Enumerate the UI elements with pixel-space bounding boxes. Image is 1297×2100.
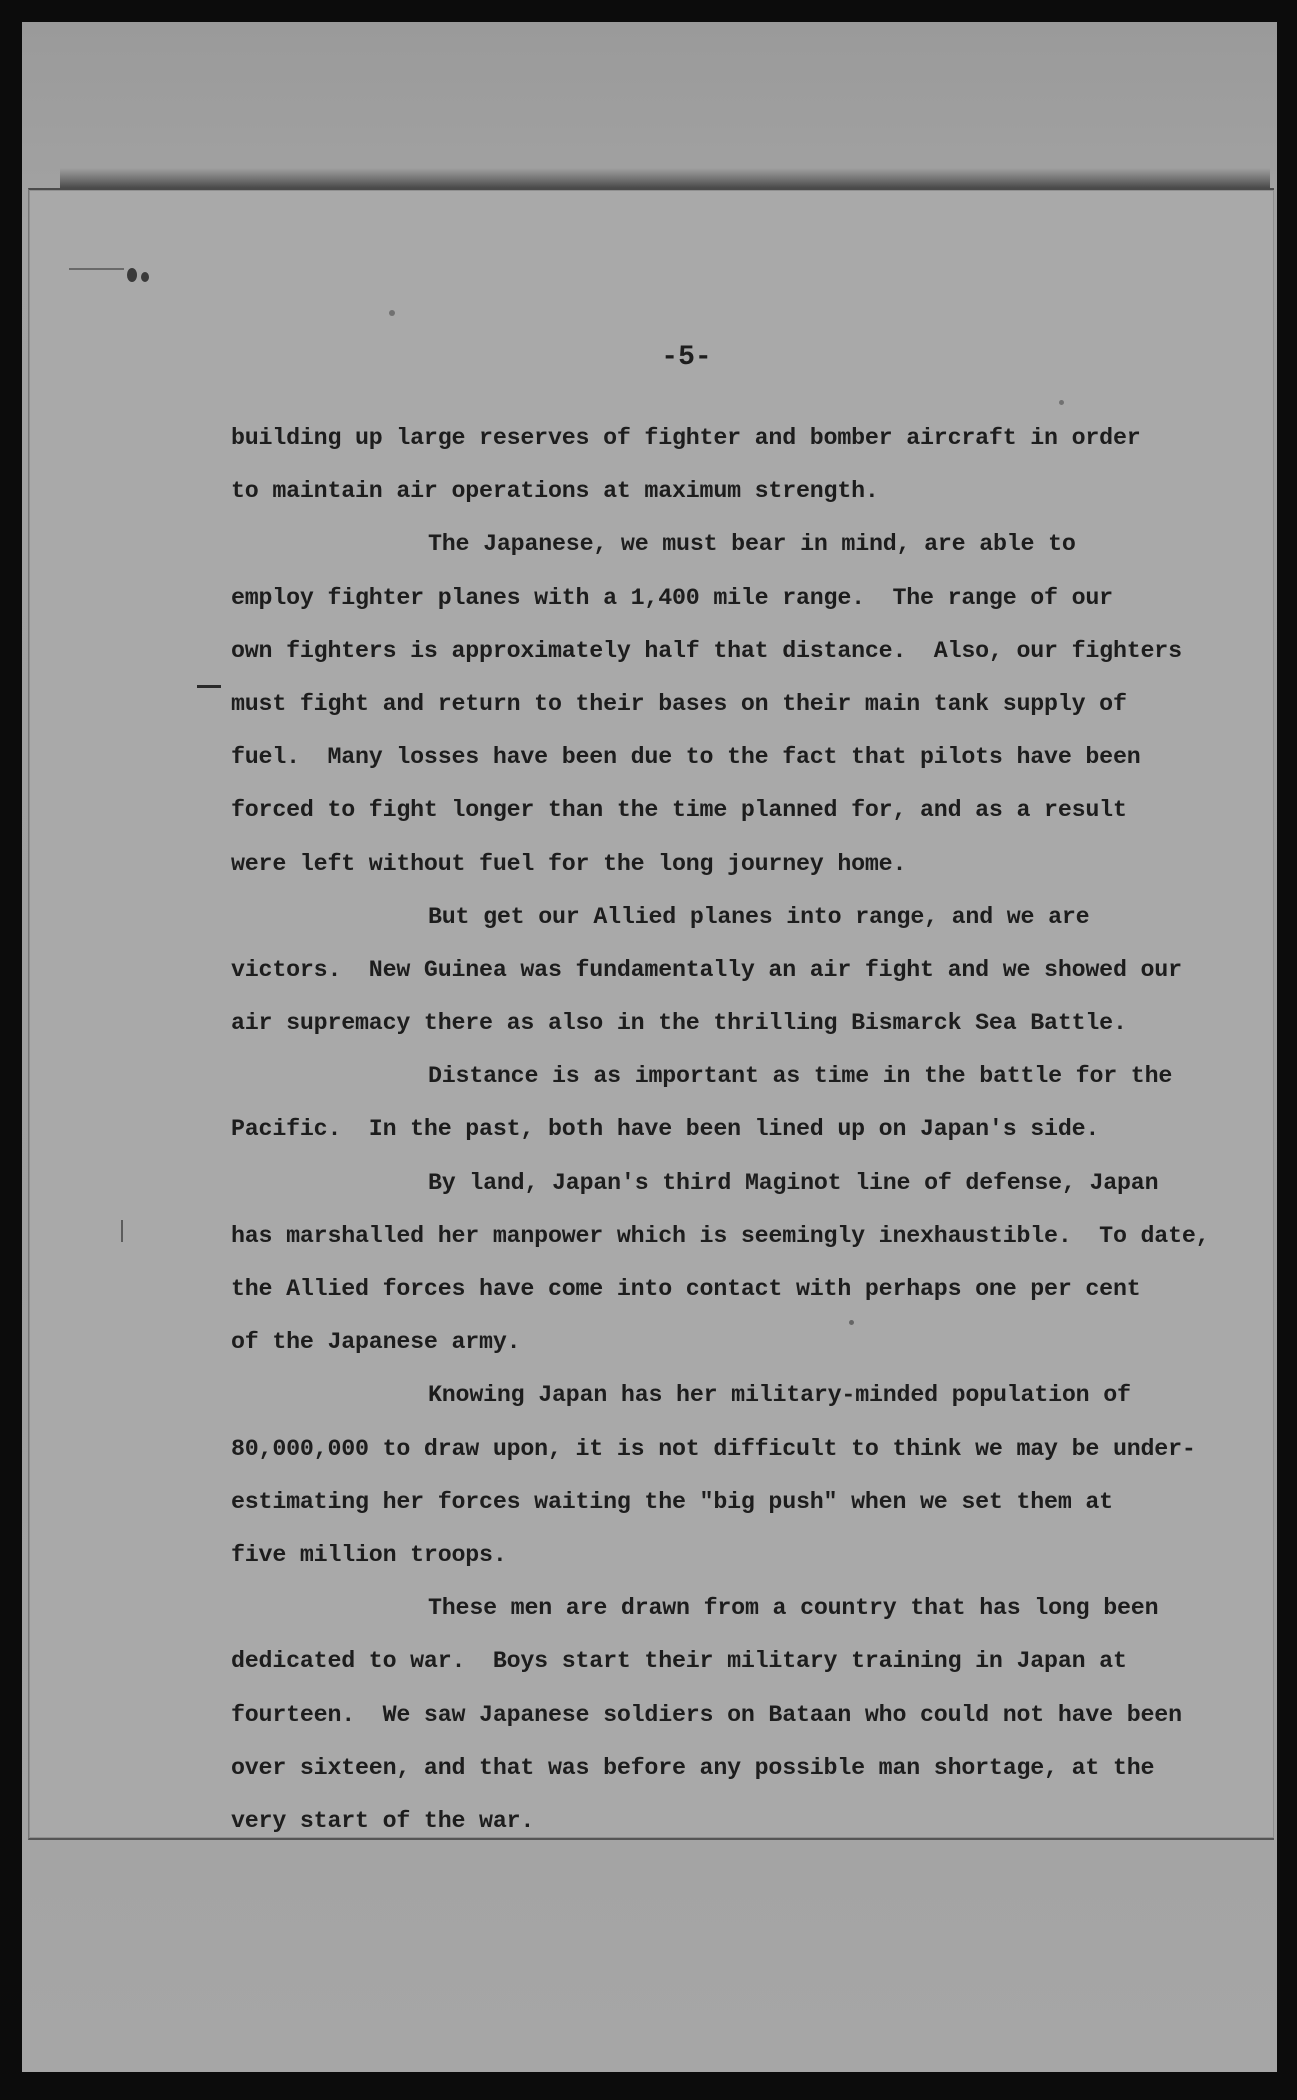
text-line: must fight and return to their bases on their main tank supply of	[231, 690, 1127, 717]
text-line: to maintain air operations at maximum strength.	[231, 478, 879, 505]
text-line: fourteen. We saw Japanese soldiers on Bataan who could not have been	[231, 1701, 1182, 1728]
scan-mark	[69, 268, 124, 270]
text-line: of the Japanese army.	[231, 1329, 521, 1356]
text-line: By land, Japan's third Maginot line of defense, Japan	[428, 1169, 1159, 1196]
text-line: the Allied forces have come into contact with perhaps one per cent	[231, 1276, 1141, 1302]
text-line: 80,000,000 to draw upon, it is not difficult to think we may be under-	[231, 1435, 1196, 1462]
text-line: very start of the war.	[231, 1807, 535, 1834]
text-line: fuel. Many losses have been due to the fact that pilots have been	[231, 744, 1141, 771]
text-line: The Japanese, we must bear in mind, are able to	[428, 531, 1076, 558]
text-line: has marshalled her manpower which is seemingly inexhaustible. To date,	[231, 1222, 1210, 1249]
page-number: -5-	[661, 342, 712, 373]
scan-speck	[127, 268, 137, 282]
scan-mark	[121, 1220, 123, 1242]
text-line: But get our Allied planes into range, and we are	[428, 903, 1090, 930]
text-line: Knowing Japan has her military-minded population of	[428, 1382, 1131, 1409]
text-line: building up large reserves of fighter and bomber aircraft in order	[231, 425, 1141, 451]
text-line: were left without fuel for the long journey home.	[231, 850, 907, 877]
text-line: employ fighter planes with a 1,400 mile range. The range of our	[231, 584, 1113, 611]
scan-speck	[141, 272, 149, 282]
typed-page	[28, 188, 1274, 1840]
text-line: Distance is as important as time in the battle for the	[428, 1063, 1173, 1090]
text-line: air supremacy there as also in the thrilling Bismarck Sea Battle.	[231, 1010, 1127, 1037]
scan-speck	[1059, 400, 1064, 405]
text-line: victors. New Guinea was fundamentally an air fight and we showed our	[231, 956, 1182, 983]
text-line: over sixteen, and that was before any possible man shortage, at the	[231, 1754, 1155, 1781]
text-line: five million troops.	[231, 1541, 507, 1568]
text-line: Pacific. In the past, both have been lined up on Japan's side.	[231, 1116, 1100, 1143]
typed-text-body	[231, 412, 1210, 1848]
text-line: forced to fight longer than the time planned for, and as a result	[231, 797, 1127, 824]
sheet-edge-shadow	[60, 168, 1270, 190]
text-line: own fighters is approximately half that distance. Also, our fighters	[231, 637, 1182, 664]
scan-mark	[197, 685, 221, 688]
text-line: dedicated to war. Boys start their military training in Japan at	[231, 1648, 1127, 1675]
scan-speck	[389, 310, 395, 316]
text-line: estimating her forces waiting the "big push" when we set them at	[231, 1488, 1113, 1515]
text-line: These men are drawn from a country that has long been	[428, 1595, 1159, 1622]
